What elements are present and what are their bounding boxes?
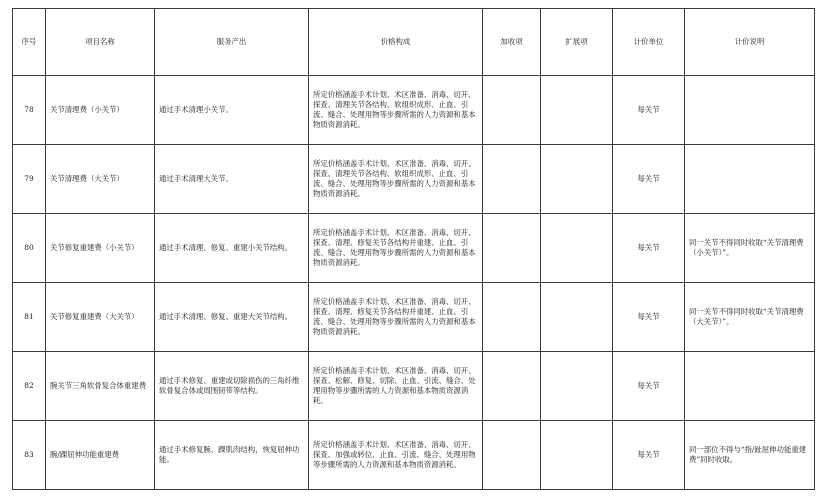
cell-price: 所定价格涵盖手术计划、术区准备、消毒、切开、探查、清理关节各结构、软组织成形、止血、引流、缝合、处理用物等步骤所需的人力资源和基本物质资源消耗。 xyxy=(309,76,483,145)
cell-note xyxy=(685,145,815,214)
cell-price: 所定价格涵盖手术计划、术区准备、消毒、切开、探查、清理、修复关节各结构并重建、止血、引流、缝合、处理用物等步骤所需的人力资源和基本物质资源消耗。 xyxy=(309,283,483,352)
cell-note xyxy=(685,352,815,421)
cell-name: 腕/踝屈伸功能重建费 xyxy=(46,421,155,490)
header-row xyxy=(13,9,815,76)
table-row xyxy=(13,283,815,352)
cell-ext xyxy=(541,283,613,352)
cell-note: 同一关节不得同时收取“关节清理费（小关节）”。 xyxy=(685,214,815,283)
cell-ext xyxy=(541,214,613,283)
cell-note: 同一部位不得与“指/趾屈伸功能重建费”同时收取。 xyxy=(685,421,815,490)
cell-name: 腕关节三角软骨复合体重建费 xyxy=(46,352,155,421)
cell-extra xyxy=(483,145,541,214)
cell-note: 同一关节不得同时收取“关节清理费（大关节）”。 xyxy=(685,283,815,352)
table-row xyxy=(13,352,815,421)
header-cell-note: 计价说明 xyxy=(685,9,815,76)
cell-ext xyxy=(541,145,613,214)
cell-name: 关节清理费（小关节） xyxy=(46,76,155,145)
header-cell-output: 服务产出 xyxy=(155,9,309,76)
cell-price: 所定价格涵盖手术计划、术区准备、消毒、切开、探查、清理、修复关节各结构并重建、止血、引流、缝合、处理用物等步骤所需的人力资源和基本物质资源消耗。 xyxy=(309,214,483,283)
cell-output: 通过手术清理、修复、重建小关节结构。 xyxy=(155,214,309,283)
cell-unit: 每关节 xyxy=(613,283,685,352)
cell-extra xyxy=(483,76,541,145)
cell-extra xyxy=(483,283,541,352)
table-row xyxy=(13,76,815,145)
cell-output: 通过手术清理大关节。 xyxy=(155,145,309,214)
cell-name: 关节修复重建费（小关节） xyxy=(46,214,155,283)
cell-price: 所定价格涵盖手术计划、术区准备、消毒、切开、探查、加强或转位、止血、引流、缝合、处理用物等步骤所需的人力资源和基本物质资源消耗。 xyxy=(309,421,483,490)
header-cell-ext: 扩展项 xyxy=(541,9,613,76)
cell-ext xyxy=(541,76,613,145)
cell-output: 通过手术清理小关节。 xyxy=(155,76,309,145)
cell-unit: 每关节 xyxy=(613,76,685,145)
cell-unit: 每关节 xyxy=(613,145,685,214)
header-cell-unit: 计价单位 xyxy=(613,9,685,76)
header-cell-price: 价格构成 xyxy=(309,9,483,76)
cell-name: 关节修复重建费（大关节） xyxy=(46,283,155,352)
cell-no: 80 xyxy=(13,214,46,283)
header-cell-extra: 加收项 xyxy=(483,9,541,76)
table-row xyxy=(13,421,815,490)
cell-extra xyxy=(483,214,541,283)
header-cell-no: 序号 xyxy=(13,9,46,76)
pricing-table xyxy=(12,8,815,490)
cell-ext xyxy=(541,352,613,421)
cell-output: 通过手术清理、修复、重建大关节结构。 xyxy=(155,283,309,352)
cell-price: 所定价格涵盖手术计划、术区准备、消毒、切开、探查、清理关节各结构、软组织成形、止血、引流、缝合、处理用物等步骤所需的人力资源和基本物质资源消耗。 xyxy=(309,145,483,214)
cell-no: 81 xyxy=(13,283,46,352)
cell-price: 所定价格涵盖手术计划、术区准备、消毒、切开、探查、松解、修复、切除、止血、引流、缝合、处理用物等步骤所需的人力资源和基本物质资源消耗。 xyxy=(309,352,483,421)
cell-output: 通过手术修复腕、踝肌肉结构，恢复屈伸功能。 xyxy=(155,421,309,490)
table-row xyxy=(13,214,815,283)
cell-no: 83 xyxy=(13,421,46,490)
cell-extra xyxy=(483,352,541,421)
cell-no: 79 xyxy=(13,145,46,214)
cell-no: 82 xyxy=(13,352,46,421)
cell-unit: 每关节 xyxy=(613,352,685,421)
header-cell-name: 项目名称 xyxy=(46,9,155,76)
cell-no: 78 xyxy=(13,76,46,145)
table-row xyxy=(13,145,815,214)
cell-ext xyxy=(541,421,613,490)
cell-output: 通过手术修复、重建或切除损伤的三角纤维软骨复合体或周围韧带等结构。 xyxy=(155,352,309,421)
cell-extra xyxy=(483,421,541,490)
cell-unit: 每关节 xyxy=(613,214,685,283)
cell-name: 关节清理费（大关节） xyxy=(46,145,155,214)
cell-unit: 每关节 xyxy=(613,421,685,490)
cell-note xyxy=(685,76,815,145)
